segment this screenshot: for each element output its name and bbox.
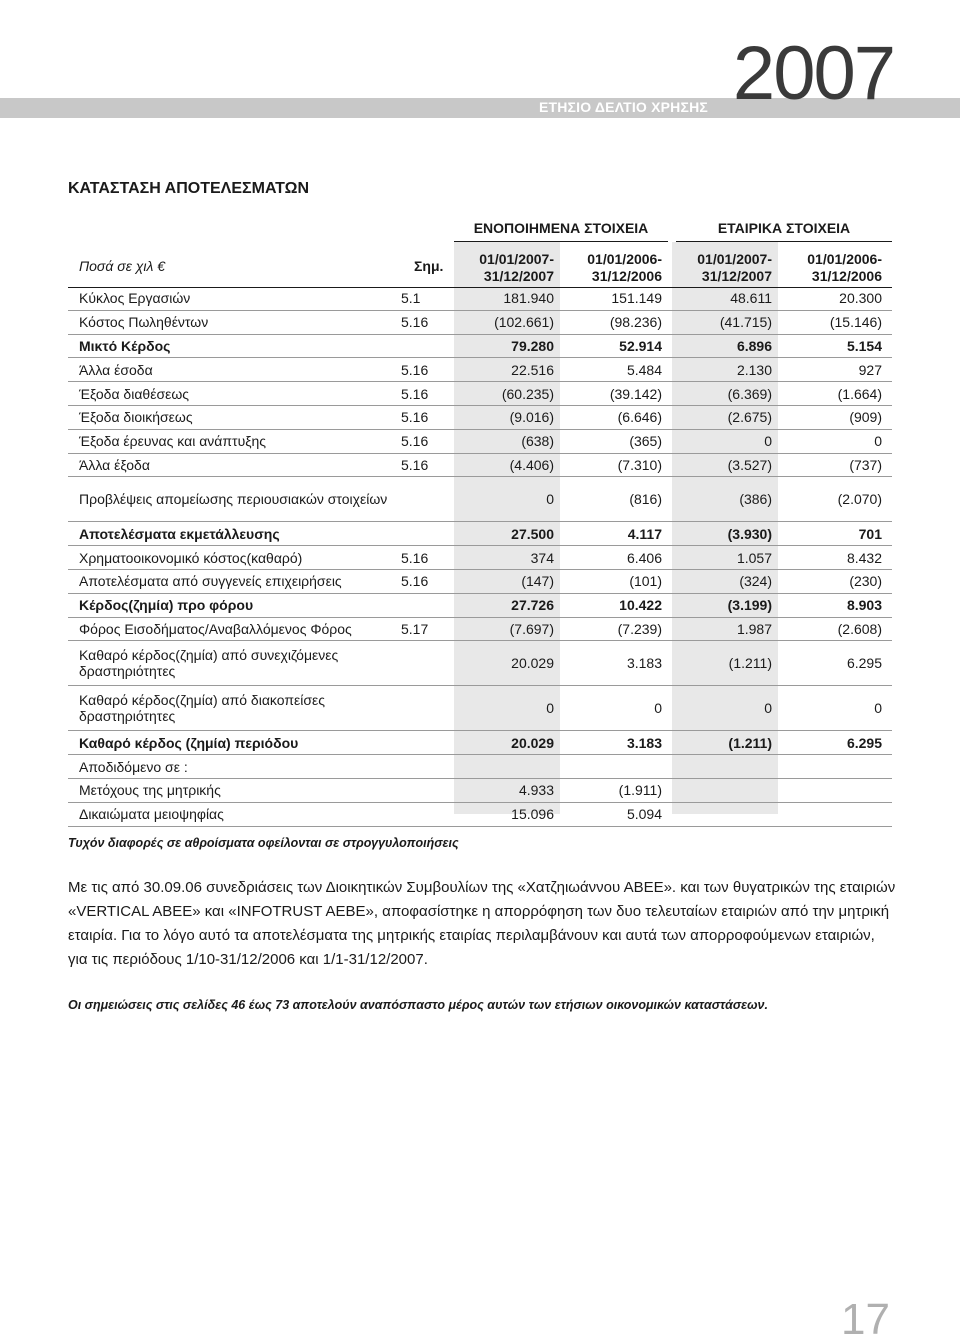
row-value: 20.300	[839, 290, 882, 307]
table-row	[68, 755, 892, 779]
row-value: 27.500	[511, 525, 554, 542]
row-value: (2.675)	[727, 409, 772, 426]
table-row	[68, 454, 892, 478]
row-value: 8.432	[846, 549, 882, 566]
note-column-head: Σημ.	[414, 258, 444, 274]
row-note: 5.16	[401, 573, 429, 590]
row-value: (3.199)	[727, 597, 772, 614]
table-row	[68, 731, 892, 755]
row-label: Άλλα έξοδα	[79, 456, 150, 473]
row-label: Αποτελέσματα από συγγενείς επιχειρήσεις	[79, 573, 342, 590]
row-value: (1.211)	[728, 655, 772, 672]
row-value: 6.406	[626, 549, 662, 566]
col-head-consolidated-2006	[562, 251, 662, 285]
income-statement-table	[68, 287, 892, 827]
table-row	[68, 477, 892, 522]
row-label: Κέρδος(ζημία) προ φόρου	[79, 597, 254, 614]
row-note: 5.16	[401, 409, 429, 426]
col-head-line: 01/01/2007-	[697, 251, 772, 267]
row-note: 5.16	[401, 314, 429, 331]
row-label: Φόρος Εισοδήματος/Αναβαλλόμενος Φόρος	[79, 620, 352, 637]
table-row	[68, 618, 892, 642]
page-title: ΚΑΤΑΣΤΑΣΗ ΑΠΟΤΕΛΕΣΜΑΤΩΝ	[68, 180, 310, 197]
row-note: 5.16	[401, 433, 429, 450]
rounding-footnote: Τυχόν διαφορές σε αθροίσματα οφείλονται σε στρογγυλοποιήσεις	[68, 836, 459, 850]
table-row	[68, 641, 892, 686]
row-note: 5.16	[401, 456, 429, 473]
table-row	[68, 430, 892, 454]
row-value: 0	[546, 491, 554, 508]
col-head-consolidated-2007	[454, 251, 554, 285]
row-value: 374	[530, 549, 554, 566]
group-head-consolidated: ΕΝΟΠΟΙΗΜΕΝΑ ΣΤΟΙΧΕΙΑ	[454, 220, 668, 242]
row-value: (1.911)	[618, 782, 662, 799]
col-head-line: 31/12/2006	[811, 268, 882, 284]
row-label: Μικτό Κέρδος	[79, 337, 171, 354]
row-value: (737)	[849, 456, 882, 473]
row-value: 3.183	[626, 655, 662, 672]
row-value: (365)	[629, 433, 662, 450]
row-value: 4.117	[627, 525, 662, 542]
row-value: (230)	[849, 573, 882, 590]
row-value: (15.146)	[829, 314, 882, 331]
row-value: 181.940	[503, 290, 554, 307]
table-row	[68, 311, 892, 335]
row-value: (1.664)	[837, 385, 882, 402]
row-value: (7.310)	[617, 456, 662, 473]
row-value: (147)	[521, 573, 554, 590]
row-value: (7.697)	[509, 620, 554, 637]
row-value: (2.608)	[837, 620, 882, 637]
row-label: Δικαιώματα μειοψηφίας	[79, 806, 224, 823]
col-head-line: 31/12/2006	[591, 268, 662, 284]
row-label: Κόστος Πωληθέντων	[79, 314, 209, 331]
row-label: Έξοδα διαθέσεως	[79, 385, 190, 402]
row-value: (816)	[629, 491, 662, 508]
table-row	[68, 406, 892, 430]
row-value: 5.094	[626, 806, 662, 823]
row-note: 5.16	[401, 385, 429, 402]
row-label: Άλλα έσοδα	[79, 361, 153, 378]
row-value: 20.029	[511, 734, 554, 751]
row-value: 927	[858, 361, 882, 378]
row-note: 5.16	[401, 549, 429, 566]
row-value: 3.183	[626, 734, 662, 751]
table-row	[68, 594, 892, 618]
row-value: 0	[874, 433, 882, 450]
row-value: 0	[874, 700, 882, 717]
row-value: 0	[546, 700, 554, 717]
notes-reference: Οι σημειώσεις στις σελίδες 46 έως 73 αποτελούν αναπόσπαστο μέρος αυτών των ετήσιων οικονομικών καταστάσεων.	[68, 998, 768, 1012]
row-value: (386)	[739, 491, 772, 508]
row-value: (9.016)	[509, 409, 554, 426]
row-value: (3.930)	[727, 525, 772, 542]
row-label: Προβλέψεις απομείωσης περιουσιακών στοιχείων	[79, 491, 388, 508]
row-value: (6.369)	[727, 385, 772, 402]
row-value: 2.130	[736, 361, 772, 378]
col-head-line: 01/01/2006-	[587, 251, 662, 267]
row-label: Αποδιδόμενο σε :	[79, 758, 188, 775]
row-value: (324)	[739, 573, 772, 590]
row-label: Έξοδα έρευνας και ανάπτυξης	[79, 433, 267, 450]
row-value: 6.295	[846, 655, 882, 672]
row-value: 52.914	[619, 337, 662, 354]
row-note: 5.17	[401, 620, 429, 637]
row-value: 79.280	[511, 337, 554, 354]
col-head-company-2007	[672, 251, 772, 285]
table-row	[68, 358, 892, 382]
col-head-line: 31/12/2007	[701, 268, 772, 284]
table-row	[68, 779, 892, 803]
row-label: Έξοδα διοικήσεως	[79, 409, 193, 426]
group-head-company: ΕΤΑΙΡΙΚΑ ΣΤΟΙΧΕΙΑ	[676, 220, 892, 242]
row-value: (102.661)	[494, 314, 554, 331]
row-label: Κύκλος Εργασιών	[79, 290, 191, 307]
row-note: 5.16	[401, 361, 429, 378]
row-label: Χρηματοοικονομικό κόστος(καθαρό)	[79, 549, 303, 566]
row-label: Μετόχους της μητρικής	[79, 782, 221, 799]
row-label: Καθαρό κέρδος(ζημία) από συνεχιζόμενες δραστηριότητες	[79, 647, 339, 680]
row-value: 701	[858, 525, 882, 542]
row-value: (60.235)	[501, 385, 554, 402]
row-value: 0	[764, 433, 772, 450]
table-row	[68, 522, 892, 546]
row-value: 0	[764, 700, 772, 717]
row-value: (4.406)	[509, 456, 554, 473]
row-value: 6.896	[736, 337, 772, 354]
row-value: (6.646)	[617, 409, 662, 426]
row-value: 1.057	[736, 549, 772, 566]
table-row	[68, 335, 892, 359]
row-value: (101)	[629, 573, 662, 590]
table-row	[68, 803, 892, 827]
merger-paragraph: Με τις από 30.09.06 συνεδριάσεις των Διοικητικών Συμβουλίων της «Χατζηιωάννου ΑΒΕΕ». και των θυγατρικών της εταιριών «VERTICAL ABEE» και «INFOTRUST AEBE», αποφασίστηκε η απορρόφηση των δυο τελευταίων εταιριών από την μητρική εταιρία. Για το λόγο αυτό τα αποτελέσματα της μητρικής εταιρίας περιλαμβάνουν και αυτά των απορροφούμενων εταιριών, για τις περιόδους 1/10-31/12/2006 και 1/1-31/12/2007.	[68, 879, 896, 968]
row-value: 0	[654, 700, 662, 717]
col-head-company-2006	[782, 251, 882, 285]
row-value: 5.484	[626, 361, 662, 378]
row-value: 22.516	[511, 361, 554, 378]
row-value: 5.154	[846, 337, 882, 354]
header-year: 2007	[732, 31, 894, 116]
row-value: (98.236)	[609, 314, 662, 331]
col-head-line: 31/12/2007	[483, 268, 554, 284]
table-row	[68, 686, 892, 731]
row-value: (7.239)	[617, 620, 662, 637]
row-value: (638)	[521, 433, 554, 450]
table-row	[68, 546, 892, 570]
row-value: 151.149	[611, 290, 662, 307]
row-value: 4.933	[518, 782, 554, 799]
row-value: (41.715)	[719, 314, 772, 331]
row-value: (909)	[849, 409, 882, 426]
row-label: Καθαρό κέρδος (ζημία) περιόδου	[79, 734, 299, 751]
row-value: 8.903	[846, 597, 882, 614]
row-value: 1.987	[736, 620, 772, 637]
col-head-line: 01/01/2006-	[807, 251, 882, 267]
unit-label: Ποσά σε χιλ €	[79, 258, 166, 274]
table-row	[68, 570, 892, 594]
table-row	[68, 287, 892, 311]
row-value: 15.096	[511, 806, 554, 823]
row-value: (1.211)	[728, 734, 772, 751]
row-value: 48.611	[730, 290, 772, 307]
row-value: (39.142)	[609, 385, 662, 402]
row-value: 27.726	[511, 597, 554, 614]
row-value: (2.070)	[837, 491, 882, 508]
col-head-line: 01/01/2007-	[479, 251, 554, 267]
row-label: Καθαρό κέρδος(ζημία) από διακοπείσες δραστηριότητες	[79, 692, 325, 725]
header-bar-label: ΕΤΗΣΙΟ ΔΕΛΤΙΟ ΧΡΗΣΗΣ	[538, 99, 708, 115]
row-value: 10.422	[619, 597, 662, 614]
row-label: Αποτελέσματα εκμετάλλευσης	[79, 525, 280, 542]
row-note: 5.1	[401, 290, 421, 307]
row-value: (3.527)	[727, 456, 772, 473]
page-number: 17	[841, 1295, 890, 1344]
row-value: 20.029	[511, 655, 554, 672]
table-row	[68, 382, 892, 406]
row-value: 6.295	[846, 734, 882, 751]
